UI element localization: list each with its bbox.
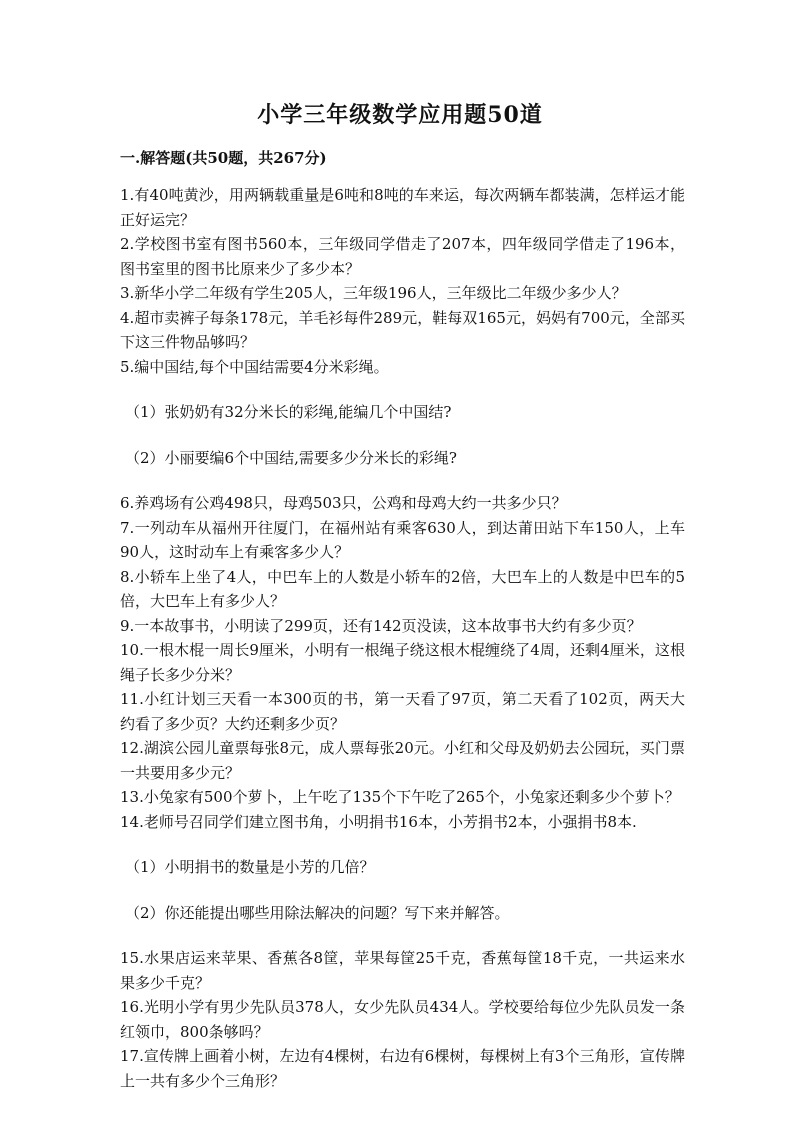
question-item: 9.一本故事书，小明读了299页，还有142页没读，这本故事书大约有多少页？ bbox=[120, 616, 642, 635]
question-item: 12.湖滨公园儿童票每张8元，成人票每张20元。小红和父母及奶奶去公园玩，买门票一共要用多少元？ bbox=[120, 739, 685, 782]
sub-question-item: （2）你还能提出哪些用除法解决的问题？写下来并解答。 bbox=[125, 903, 510, 922]
question-item: 13.小兔家有500个萝卜，上午吃了135个下午吃了265个，小兔家还剩多少个萝卜？ bbox=[120, 788, 680, 806]
question-item: 7.一列动车从福州开往厦门，在福州站有乘客630人，到达莆田站下车150人，上车90人，这时动车上有乘客多少人？ bbox=[120, 518, 685, 561]
sub-question-item: （1）张奶奶有32分米长的彩绳,能编几个中国结? bbox=[125, 403, 452, 421]
question-item: 3.新华小学二年级有学生205人，三年级196人，三年级比二年级少多少人？ bbox=[120, 284, 627, 302]
question-item: 5.编中国结,每个中国结需要4分米彩绳。 bbox=[120, 357, 389, 376]
question-item: 16.光明小学有男少先队员378人，女少先队员434人。学校要给每位少先队员发一条红领巾，800条够吗？ bbox=[120, 998, 685, 1041]
question-item: 4.超市卖裤子每条178元，羊毛衫每件289元，鞋每双165元，妈妈有700元，全部买下这三件物品够吗？ bbox=[120, 308, 685, 351]
question-item: 2.学校图书室有图书560本，三年级同学借走了207本，四年级同学借走了196本，图书室里的图书比原来少了多少本？ bbox=[120, 235, 685, 278]
question-item: 8.小轿车上坐了4人，中巴车上的人数是小轿车的2倍，大巴车上的人数是中巴车的5倍，大巴车上有多少人？ bbox=[120, 567, 685, 610]
question-item: 11.小红计划三天看一本300页的书，第一天看了97页，第二天看了102页，两天大约看了多少页？大约还剩多少页？ bbox=[120, 690, 685, 733]
sub-question-item: （2）小丽要编6个中国结,需要多少分米长的彩绳? bbox=[125, 448, 457, 467]
sub-question-item: （1）小明捐书的数量是小芳的几倍？ bbox=[125, 858, 375, 876]
question-item: 17.宣传牌上画着小树，左边有4棵树，右边有6棵树，每棵树上有3个三角形，宣传牌上一共有多少个三角形？ bbox=[120, 1047, 685, 1090]
question-item: 15.水果店运来苹果、香蕉各8筐，苹果每筐25千克，香蕉每筐18千克，一共运来水果多少千克？ bbox=[120, 949, 685, 992]
question-item: 6.养鸡场有公鸡498只，母鸡503只，公鸡和母鸡大约一共多少只？ bbox=[120, 494, 567, 512]
section-heading: 一.解答题(共50题，共267分) bbox=[120, 149, 327, 167]
page-title: 小学三年级数学应用题50道 bbox=[257, 102, 543, 128]
question-item: 10.一根木棍一周长9厘米，小明有一根绳子绕这根木棍缠绕了4周，还剩4厘米，这根绳子长多少分米？ bbox=[120, 641, 685, 684]
question-item: 14.老师号召同学们建立图书角，小明捐书16本，小芳捐书2本，小强捐书8本. bbox=[120, 812, 637, 831]
question-list bbox=[120, 183, 685, 1093]
question-item: 1.有40吨黄沙，用两辆载重量是6吨和8吨的车来运，每次两辆车都装满，怎样运才能正好运完？ bbox=[120, 186, 685, 229]
